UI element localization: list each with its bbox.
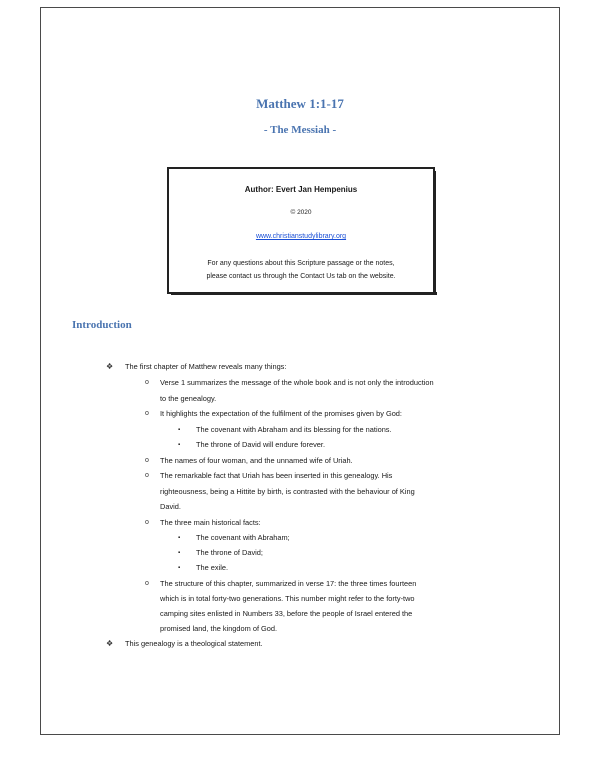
list-item-continuation: promised land, the kingdom of God. (160, 624, 278, 633)
circle-bullet-icon: o (145, 580, 149, 587)
list-item: It highlights the expectation of the fulfilment of the promises given by God: (160, 409, 402, 418)
list-item: The throne of David will endure forever. (196, 440, 325, 449)
square-bullet-icon: ▪ (178, 535, 181, 541)
list-item-continuation: righteousness, being a Hittite by birth, is contrasted with the behaviour of King (160, 487, 415, 496)
circle-bullet-icon: o (145, 519, 149, 526)
list-item: The structure of this chapter, summarized in verse 17: the three times fourteen (160, 579, 417, 588)
section-heading-introduction: Introduction (72, 319, 132, 331)
website-link[interactable]: www.christianstudylibrary.org (255, 233, 347, 240)
document-title: Matthew 1:1-17 (256, 96, 344, 111)
list-item: The remarkable fact that Uriah has been inserted in this genealogy. His (160, 471, 393, 480)
list-item-continuation: which is in total forty-two generations. This number might refer to the forty-two (160, 594, 415, 603)
circle-bullet-icon: o (145, 472, 149, 479)
contact-note (169, 257, 433, 283)
list-item: The throne of David; (196, 548, 263, 557)
list-item: The names of four woman, and the unnamed wife of Uriah. (160, 456, 353, 465)
circle-bullet-icon: o (145, 457, 149, 464)
circle-bullet-icon: o (145, 379, 149, 386)
document-subtitle: - The Messiah - (263, 124, 337, 136)
square-bullet-icon: ▪ (178, 427, 181, 433)
list-item-continuation: to the genealogy. (160, 394, 217, 403)
page-border (40, 7, 560, 735)
diamond-bullet-icon: ❖ (106, 639, 114, 648)
list-item-continuation: camping sites enlisted in Numbers 33, before the people of Israel entered the (160, 609, 413, 618)
copyright-text: © 2020 (290, 209, 312, 216)
author-box-shadow (171, 292, 437, 295)
list-item: Verse 1 summarizes the message of the whole book and is not only the introduction (160, 378, 434, 387)
author-box-shadow-side (433, 171, 436, 295)
list-item: The covenant with Abraham and its blessing for the nations. (196, 425, 392, 434)
square-bullet-icon: ▪ (178, 565, 181, 571)
list-item: This genealogy is a theological statement. (125, 639, 263, 648)
contact-note-line-2: please contact us through the Contact Us tab on the website. (206, 273, 396, 280)
circle-bullet-icon: o (145, 410, 149, 417)
author-name: Author: Evert Jan Hempenius (244, 185, 358, 194)
list-item: The three main historical facts: (160, 518, 261, 527)
list-item: The exile. (196, 563, 229, 572)
list-item: The first chapter of Matthew reveals many things: (125, 362, 287, 371)
list-item: The covenant with Abraham; (196, 533, 290, 542)
square-bullet-icon: ▪ (178, 550, 181, 556)
square-bullet-icon: ▪ (178, 442, 181, 448)
diamond-bullet-icon: ❖ (106, 362, 114, 371)
contact-note-line-1: For any questions about this Scripture passage or the notes, (207, 260, 395, 267)
list-item-continuation: David. (160, 502, 181, 511)
author-box (167, 167, 435, 294)
